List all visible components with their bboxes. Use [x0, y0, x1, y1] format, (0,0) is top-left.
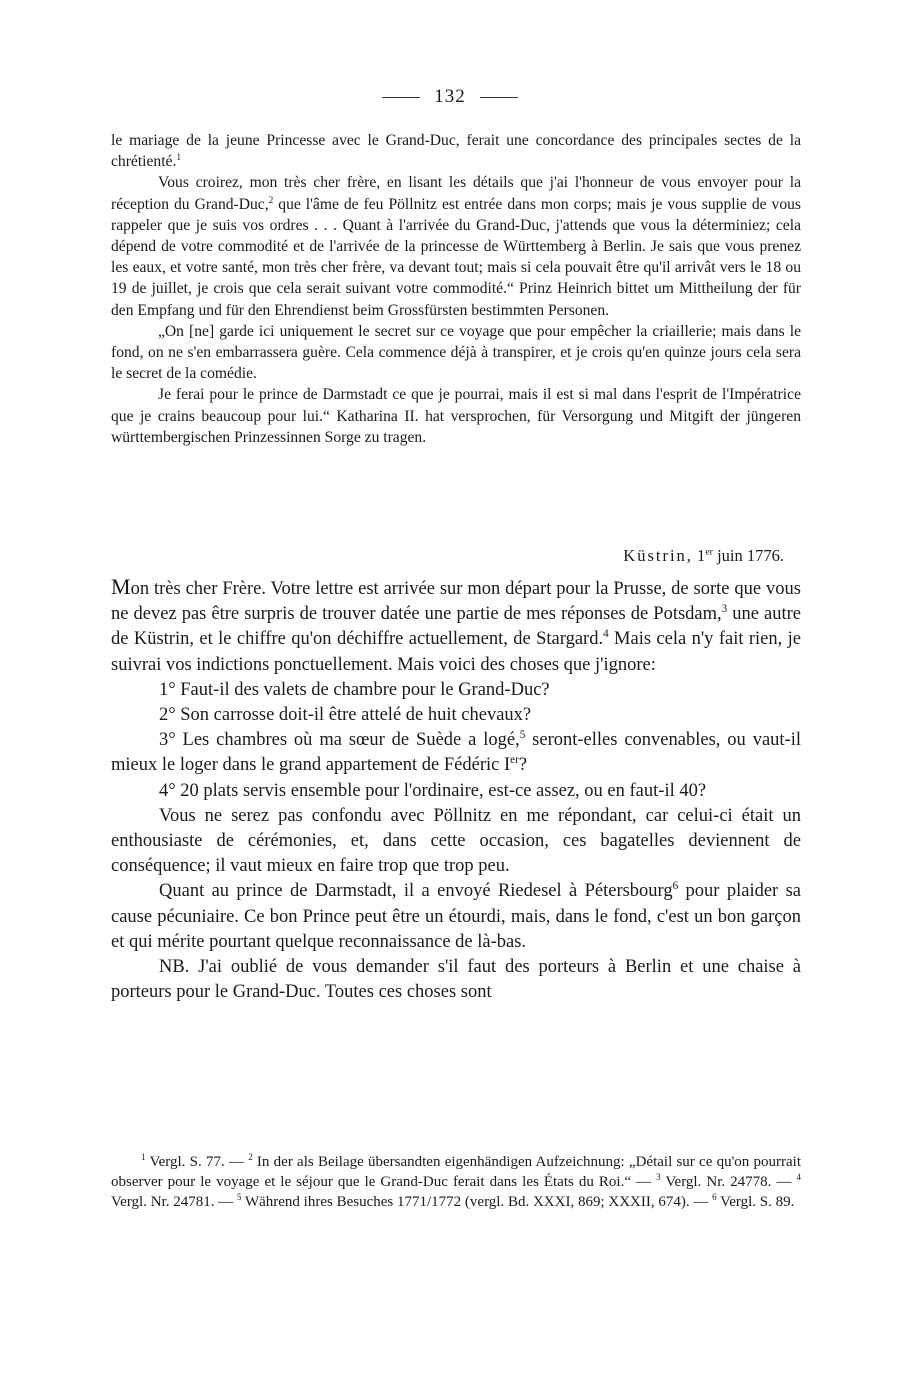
letter-paragraph-3: Quant au prince de Darmstadt, il a envoyé Riedesel à Pétersbourg$^6$ pour plaider sa cause pécuniaire. Ce bon Prince peut être un étourdi, mais, dans le fond, c'est un bon garçon et qui mérite pourtant quelque reconnaissance de là-bas. [111, 880, 801, 952]
footnote-ref: 4 [603, 628, 609, 641]
header-rule-left [382, 97, 420, 98]
upper-paragraph-1: le mariage de la jeune Princesse avec le Grand-Duc, ferait une concordance des principales sectes de la chrétienté.$^1$ [111, 132, 801, 171]
header-rule-right [480, 97, 518, 98]
upper-text [111, 130, 801, 448]
letter-paragraph-4: NB. J'ai oublié de vous demander s'il faut des porteurs à Berlin et une chaise à porteurs pour le Grand-Duc. Toutes ces choses sont [111, 957, 801, 1003]
question-3: 3° Les chambres où ma sœur de Suède a logé,$^5$ seront-elles convenables, ou vaut-il mieux le loger dans le grand appartement de Fédéric Ier? [111, 729, 801, 776]
upper-paragraph-2: Vous croirez, mon très cher frère, en lisant les détails que j'ai l'honneur de vous envoyer pour la réception du Grand-Duc,$^2$ que l'âme de feu Pöllnitz est entrée dans mon corps; mais je vous supplie de vous rappeler que je suis vos ordres . . . Quant à l'arrivée du Grand-Duc, j'attends que vous la déterminiez; cela dépend de votre commodité et de l'arrivée de la princesse de Württemberg à Berlin. Je sais que vous prenez les eaux, et votre santé, mon très cher frère, va devant tout; mais si cela pouvait être qu'il arrivât vers le 18 ou 19 de juillet, je crois que cela serait suivant votre commodité.“ Prinz Heinrich bittet um Mittheilung der für den Empfang und für den Ehrendienst beim Grossfürsten bestimmten Personen. [111, 174, 801, 319]
letter-paragraph-1: Mon très cher Frère. Votre lettre est arrivée sur mon départ pour la Prusse, de sorte que vous ne devez pas être surpris de trouver datée une partie de mes réponses de Potsdam,$^3$ une autre de Küstrin, et le chiffre qu'on déchiffre actuellement, de Stargard.$^4$ Mais cela n'y fait rien, je suivrai vos indictions ponctuellement. Mais voici des choses que j'ignore: [111, 574, 801, 675]
footnote-ref: 5 [519, 729, 526, 742]
footnote-ref: 2 [268, 195, 274, 206]
letter-dateline: Küstrin, 1er juin 1776. [623, 546, 784, 565]
letter-body [111, 574, 801, 1005]
page-number: 132 [434, 86, 466, 107]
question-1: 1° Faut-il des valets de chambre pour le Grand-Duc? [159, 679, 550, 700]
question-4: 4° 20 plats servis ensemble pour l'ordinaire, est-ce assez, ou en faut-il 40? [159, 780, 707, 801]
question-2: 2° Son carrosse doit-il être attelé de huit chevaux? [159, 705, 532, 726]
initial-letter: M [111, 574, 131, 599]
footnote-text: $^1$ Vergl. S. 77. — $^2$ In der als Beilage übersandten eigenhändigen Aufzeichnung: „Détail sur ce qu'on pourrait observer pour le voyage et le séjour que le Grand-Duc ferait dans les États du Roi.“ — $^3$ Vergl. Nr. 24778. — $^4$ Vergl. Nr. 24781. — $^5$ Während ihres Besuches 1771/1772 (vergl. Bd. XXXI, 869; XXXII, 674). — $^6$ Vergl. S. 89. [111, 1152, 801, 1211]
upper-paragraph-4: Je ferai pour le prince de Darmstadt ce que je pourrai, mais il est si mal dans l'esprit de l'Impératrice que je crains beaucoup pour lui.“ Katharina II. hat versprochen, für Versorgung und Mitgift der jüngeren württembergischen Prinzessinnen Sorge zu tragen. [111, 386, 801, 446]
footnote-ref: 3 [721, 603, 728, 616]
footnotes [111, 1152, 801, 1213]
footnote-ref: 6 [672, 880, 679, 893]
letter-paragraph-2: Vous ne serez pas confondu avec Pöllnitz en me répondant, car celui-ci était un enthousiaste de cérémonies, et, dans cette occasion, ces bagatelles deviennent de conséquence; il vaut mieux en faire trop que trop peu. [111, 805, 801, 877]
page-header [0, 86, 900, 108]
upper-paragraph-3: „On [ne] garde ici uniquement le secret sur ce voyage que pour empêcher la criaillerie; mais dans le fond, on ne s'en embarrassera guère. Cela commence déjà à transpirer, et je crois qu'en quinze jours cela sera le secret de la comédie. [111, 322, 801, 383]
footnote-ref: 1 [176, 153, 182, 164]
